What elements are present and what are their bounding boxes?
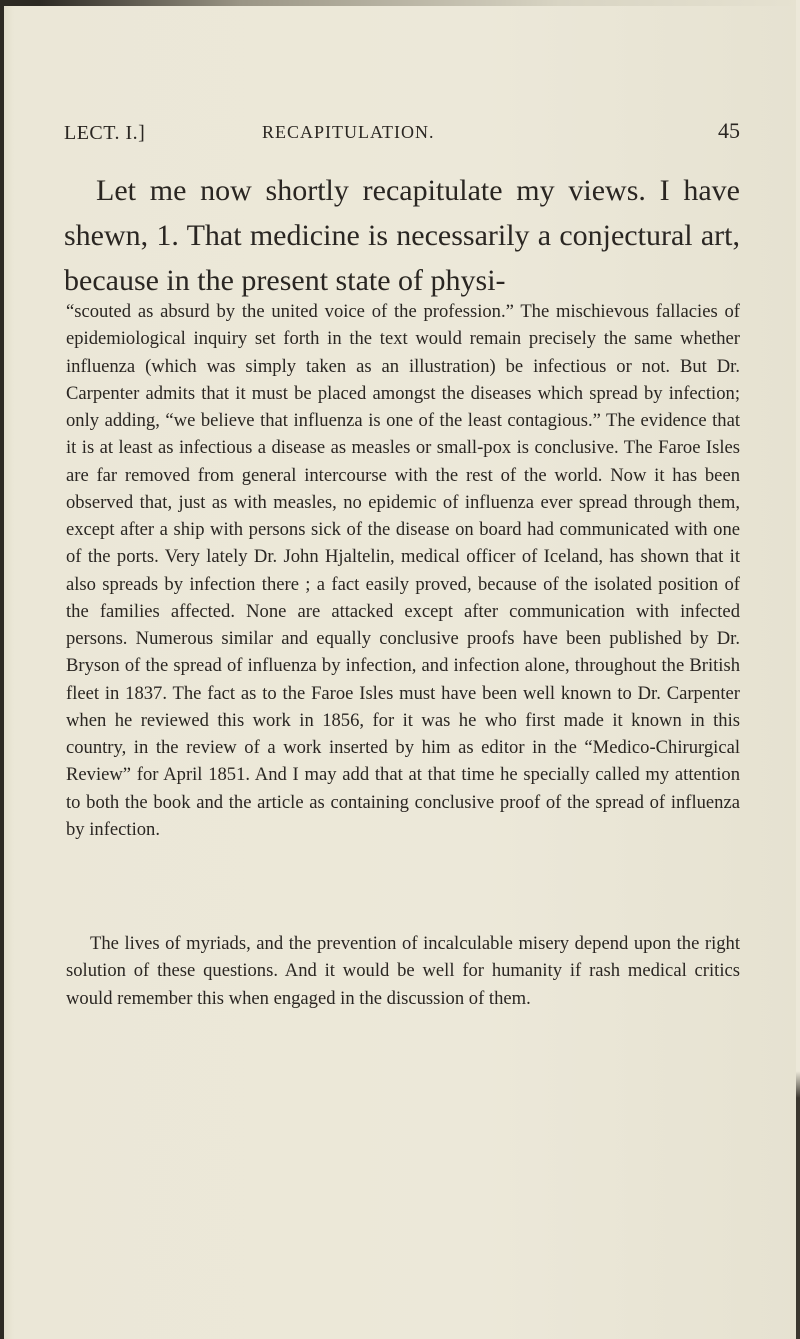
body-paragraph: Let me now shortly recapitulate my views. I have shewn, 1. That medicine is necessarily a conjectural art, because in the present state of physi- bbox=[64, 174, 740, 297]
running-head bbox=[64, 118, 740, 154]
page-edge-right bbox=[796, 0, 800, 1339]
page-edge-top bbox=[0, 0, 800, 6]
page-number: 45 bbox=[718, 118, 740, 143]
footnote-paragraph: “scouted as absurd by the united voice of the profession.” The mischievous fallacies of epidemiological inquiry set forth in the text would remain precisely the same whether influenza (which was simply taken as an illustration) be infectious or not. But Dr. Carpenter admits that it must be placed amongst the diseases which spread by infection; only adding, “we believe that influenza is one of the least contagious.” The evidence that it is at least as infectious a disease as measles or small-pox is conclusive. The Faroe Isles are far removed from general intercourse with the rest of the world. Now it has been observed that, just as with measles, no epidemic of influenza ever spread through them, except after a ship with persons sick of the disease on board had communicated with one of the ports. Very lately Dr. John Hjaltelin, medical officer of Iceland, has shown that it also spreads by infection there ; a fact easily proved, because of the isolated position of the families affected. None are attacked except after communication with infected persons. Numerous similar and equally conclusive proofs have been published by Dr. Bryson of the spread of influenza by infection, and infection alone, throughout the British fleet in 1837. The fact as to the Faroe Isles must have been well known to Dr. Carpenter when he reviewed this work in 1856, for it was he who first made it known in this country, in the review of a work inserted by him as editor in the “Medico-Chirurgical Review” for April 1851. And I may add that at that time he specially called my attention to both the book and the article as containing conclusive proof of the spread of influenza by infection. bbox=[66, 301, 740, 840]
section-title: RECAPITULATION. bbox=[262, 122, 435, 142]
lecture-reference: LECT. I.] bbox=[64, 122, 146, 144]
page-edge-left bbox=[0, 0, 4, 1339]
footnote-paragraph-closing: The lives of myriads, and the prevention of incalculable misery depend upon the right solution of these questions. And it would be well for humanity if rash medical critics would remember this when engaged in the discussion of them. bbox=[66, 933, 740, 1009]
